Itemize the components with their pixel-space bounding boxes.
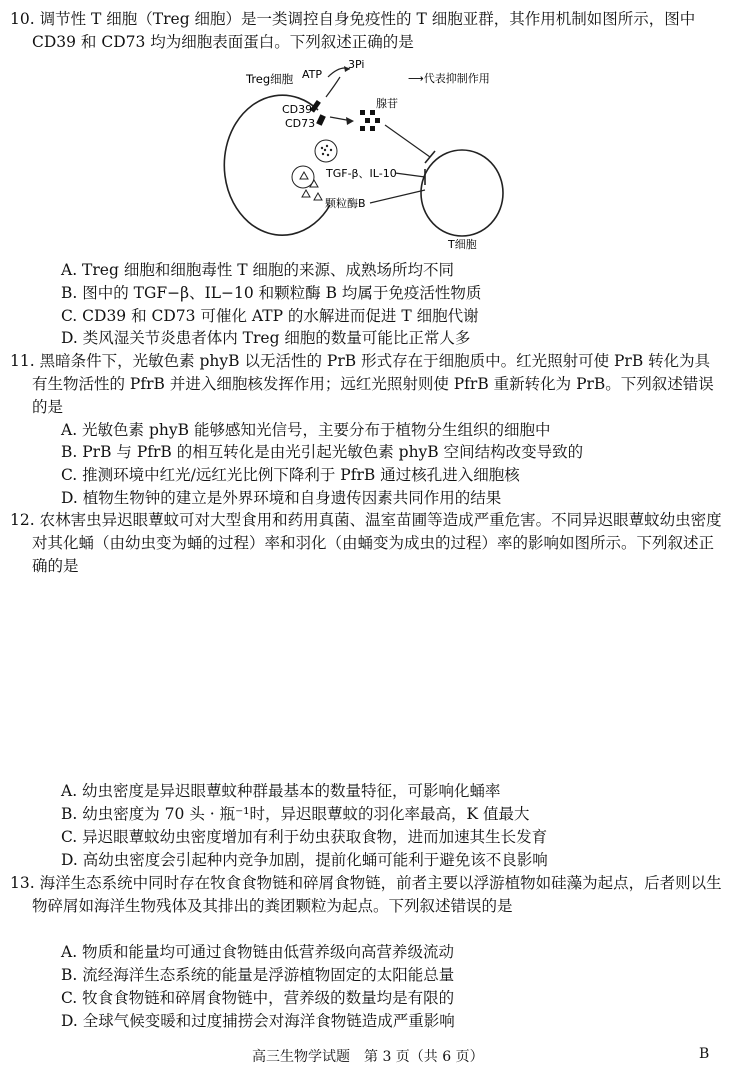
adenosine-inhibition-line	[385, 125, 430, 157]
tgf-label: TGF-β、IL-10	[326, 167, 397, 180]
pi-label: 3Pi	[348, 58, 365, 71]
q13-option-b: B. 流经海洋生态系统的能量是浮游植物固定的太阳能总量	[61, 966, 455, 984]
q10-option-a: A. Treg 细胞和细胞毒性 T 细胞的来源、成熟场所均不同	[61, 261, 455, 279]
cd39-arrow	[326, 77, 340, 97]
granzyme-vesicle	[292, 166, 314, 188]
q11-option-c: C. 推测环境中红光/远红光比例下降利于 PfrB 通过核孔进入细胞核	[61, 466, 520, 484]
footer-page-info: 高三生物学试题 第 3 页（共 6 页）	[252, 1049, 484, 1065]
question-12-stem: 12. 农林害虫异迟眼蕈蚊可对大型食用和药用真菌、温室苗圃等造成严重危害。不同异迟眼蕈蚊幼虫密度对其化蛹（由幼虫变为蛹的过程）率和羽化（由蛹变为成虫的过程）率的影响如图所示。下列叙述正确的是	[10, 511, 722, 575]
q13-option-c: C. 牧食食物链和碎屑食物链中，营养级的数量均是有限的	[61, 989, 455, 1007]
granzyme-inhibition-line	[370, 190, 425, 203]
cd39-label: CD39	[282, 103, 313, 116]
treg-mechanism-figure	[0, 55, 739, 260]
inhibition-legend: ⟶代表抑制作用	[408, 72, 490, 85]
q10-option-b: B. 图中的 TGF−β、IL−10 和颗粒酶 B 均属于免疫活性物质	[61, 284, 482, 302]
q13-option-a: A. 物质和能量均可通过食物链由低营养级向高营养级流动	[61, 943, 455, 961]
cd73-label: CD73	[285, 117, 316, 130]
t-cell-outline	[421, 150, 503, 236]
q12-option-c: C. 异迟眼蕈蚊幼虫密度增加有利于幼虫获取食物，进而加速其生长发育	[61, 828, 548, 846]
granzyme-label: 颗粒酶B	[325, 197, 366, 210]
q11-option-a: A. 光敏色素 phyB 能够感知光信号，主要分布于植物分生组织的细胞中	[61, 421, 551, 439]
atp-label: ATP	[302, 68, 323, 81]
question-11	[10, 350, 725, 419]
question-10-stem: 10. 调节性 T 细胞（Treg 细胞）是一类调控自身免疫性的 T 细胞亚群，其作用机制如图所示，图中 CD39 和 CD73 均为细胞表面蛋白。下列叙述正确的是	[10, 10, 696, 51]
cytokine-vesicle	[315, 140, 337, 162]
question-13	[10, 872, 725, 918]
q10-option-d: D. 类风湿关节炎患者体内 Treg 细胞的数量可能比正常人多	[61, 329, 471, 347]
granzyme-triangles	[300, 172, 322, 200]
question-10	[10, 8, 725, 54]
q10-option-c: C. CD39 和 CD73 可催化 ATP 的水解进而促进 T 细胞代谢	[61, 307, 479, 325]
question-13-stem: 13. 海洋生态系统中同时存在牧食食物链和碎屑食物链，前者主要以浮游植物如硅藻为起点，后者则以生物碎屑如海洋生物残体及其排出的粪团颗粒为起点。下列叙述错误的是	[10, 874, 722, 915]
q12-option-d: D. 高幼虫密度会引起种内竞争加剧，提前化蛹可能利于避免该不良影响	[61, 851, 548, 869]
adenosine-label: 腺苷	[376, 97, 398, 110]
q11-option-b: B. PrB 与 PfrB 的相互转化是由光引起光敏色素 phyB 空间结构改变导致的	[61, 443, 584, 461]
tgf-inhibition-line	[395, 173, 425, 177]
cd73-protein	[316, 114, 326, 126]
question-12	[10, 509, 725, 578]
question-11-stem: 11. 黑暗条件下，光敏色素 phyB 以无活性的 PrB 形式存在于细胞质中。红光照射可使 PrB 转化为具有生物活性的 PfrB 并进入细胞核发挥作用；远红光照射则使 PfrB 重新转化为 PrB。下列叙述错误的是	[10, 352, 714, 416]
q13-option-d: D. 全球气候变暖和过度捕捞会对海洋食物链造成严重影响	[61, 1012, 455, 1030]
treg-cell-label: Treg细胞	[246, 72, 294, 86]
footer-version: B	[699, 1046, 710, 1062]
adenosine-particles	[360, 110, 380, 131]
q12-option-b: B. 幼虫密度为 70 头 · 瓶⁻¹时，异迟眼蕈蚊的羽化率最高，K 值最大	[61, 805, 530, 823]
t-cell-label: T细胞	[448, 238, 477, 251]
q11-option-d: D. 植物生物钟的建立是外界环境和自身遗传因素共同作用的结果	[61, 489, 502, 507]
q12-option-a: A. 幼虫密度是异迟眼蕈蚊种群最基本的数量特征，可影响化蛹率	[61, 782, 501, 800]
